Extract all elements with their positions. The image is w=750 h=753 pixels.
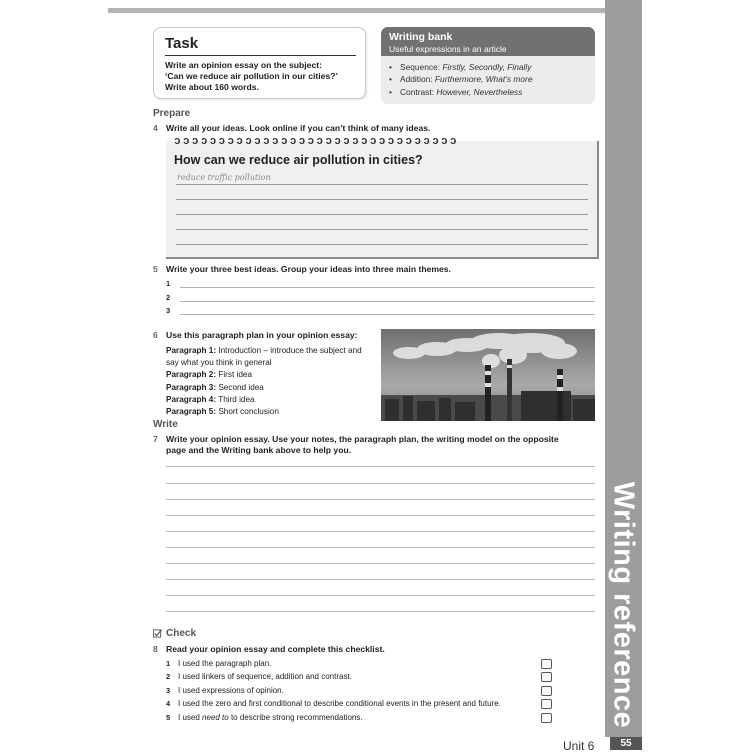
- writing-line: [176, 199, 588, 200]
- question-6: 6 Use this paragraph plan in your opinion essay:: [153, 330, 358, 340]
- checklist-checkbox[interactable]: [541, 672, 552, 682]
- notebook-title: How can we reduce air pollution in cities?: [174, 153, 423, 167]
- task-line: ‘Can we reduce air pollution in our cities?’: [165, 71, 338, 81]
- essay-line[interactable]: [166, 531, 595, 532]
- checklist-checkbox[interactable]: [541, 699, 552, 709]
- write-heading: Write: [153, 419, 178, 430]
- sidebar-title: Writing reference: [607, 481, 640, 729]
- essay-line[interactable]: [166, 595, 595, 596]
- checklist-checkbox[interactable]: [541, 713, 552, 723]
- writing-line: [176, 184, 588, 185]
- essay-line[interactable]: [166, 499, 595, 500]
- writing-bank-item: • Sequence: Firstly, Secondly, Finally: [389, 62, 532, 72]
- task-text: [165, 60, 360, 93]
- bullet-icon: •: [389, 74, 392, 85]
- page-number: 55: [610, 737, 642, 750]
- idea-number: 3: [166, 306, 171, 315]
- paragraph-plan: [166, 345, 376, 418]
- bullet-icon: •: [389, 86, 392, 97]
- ideas-notebook[interactable]: [166, 134, 599, 259]
- checklist-item: 5 I used need to to describe strong recommendations.: [166, 713, 363, 722]
- idea-line[interactable]: [180, 301, 595, 302]
- prepare-heading: Prepare: [153, 108, 191, 119]
- writing-bank-item: • Addition: Furthermore, What’s more: [389, 74, 533, 85]
- plan-item: Paragraph 3: Second idea: [166, 382, 264, 392]
- task-title: Task: [165, 35, 199, 52]
- writing-bank: [381, 27, 595, 104]
- question-5: 5 Write your three best ideas. Group your ideas into three main themes.: [153, 264, 451, 274]
- checkbox-tick-icon: [153, 629, 162, 638]
- unit-label: Unit 6: [563, 739, 595, 753]
- example-note: reduce traffic pollution: [177, 173, 271, 182]
- checklist-checkbox[interactable]: [541, 686, 552, 696]
- writing-line: [176, 214, 588, 215]
- plan-item: Paragraph 1: Introduction – introduce the subject and say what you think in general: [166, 346, 362, 368]
- spiral-binding-icon: ↄↄↄↄↄↄↄↄↄↄↄↄↄↄↄↄↄↄↄↄↄↄↄↄↄↄↄↄↄↄↄↄ: [174, 134, 459, 147]
- checklist-item: 4 I used the zero and first conditional to describe conditional events in the present and future.: [166, 699, 501, 708]
- question-4: 4 Write all your ideas. Look online if you can’t think of many ideas.: [153, 123, 431, 133]
- checklist-item: 3 I used expressions of opinion.: [166, 686, 284, 695]
- writing-bank-title: Writing bank: [389, 31, 453, 43]
- task-box: [153, 27, 366, 99]
- writing-bank-item: • Contrast: However, Nevertheless: [389, 86, 523, 97]
- bullet-icon: •: [389, 62, 392, 72]
- idea-line[interactable]: [180, 287, 595, 288]
- task-line: Write an opinion essay on the subject:: [165, 60, 322, 70]
- check-heading: Check: [166, 628, 197, 639]
- essay-line[interactable]: [166, 563, 595, 564]
- essay-line[interactable]: [166, 483, 595, 484]
- essay-line[interactable]: [166, 547, 595, 548]
- top-rule: [108, 8, 605, 13]
- essay-line[interactable]: [166, 611, 595, 612]
- plan-item: Paragraph 2: First idea: [166, 370, 253, 380]
- factory-pollution-photo: [381, 329, 595, 421]
- plan-item: Paragraph 5: Short conclusion: [166, 407, 279, 417]
- question-8: 8 Read your opinion essay and complete this checklist.: [153, 644, 385, 654]
- idea-number: 1: [166, 279, 171, 288]
- essay-line[interactable]: [166, 579, 595, 580]
- writing-line: [176, 244, 588, 245]
- checklist-checkbox[interactable]: [541, 659, 552, 669]
- checklist-item: 2 I used linkers of sequence, addition and contrast.: [166, 672, 352, 681]
- writing-bank-list: [381, 56, 595, 98]
- idea-line[interactable]: [180, 314, 595, 315]
- idea-number: 2: [166, 293, 171, 302]
- essay-line[interactable]: [166, 515, 595, 516]
- checklist-item: 1 I used the paragraph plan.: [166, 659, 272, 668]
- writing-bank-header: [381, 27, 595, 56]
- essay-line[interactable]: [166, 466, 595, 467]
- writing-line: [176, 229, 588, 230]
- question-7: 7 Write your opinion essay. Use your notes, the paragraph plan, the writing model on the opposite page and the Writing bank above to help you.: [153, 434, 559, 455]
- task-divider: [165, 55, 356, 56]
- writing-bank-subtitle: Useful expressions in an article: [389, 44, 507, 54]
- task-line: Write about 160 words.: [165, 82, 259, 92]
- plan-item: Paragraph 4: Third idea: [166, 394, 255, 404]
